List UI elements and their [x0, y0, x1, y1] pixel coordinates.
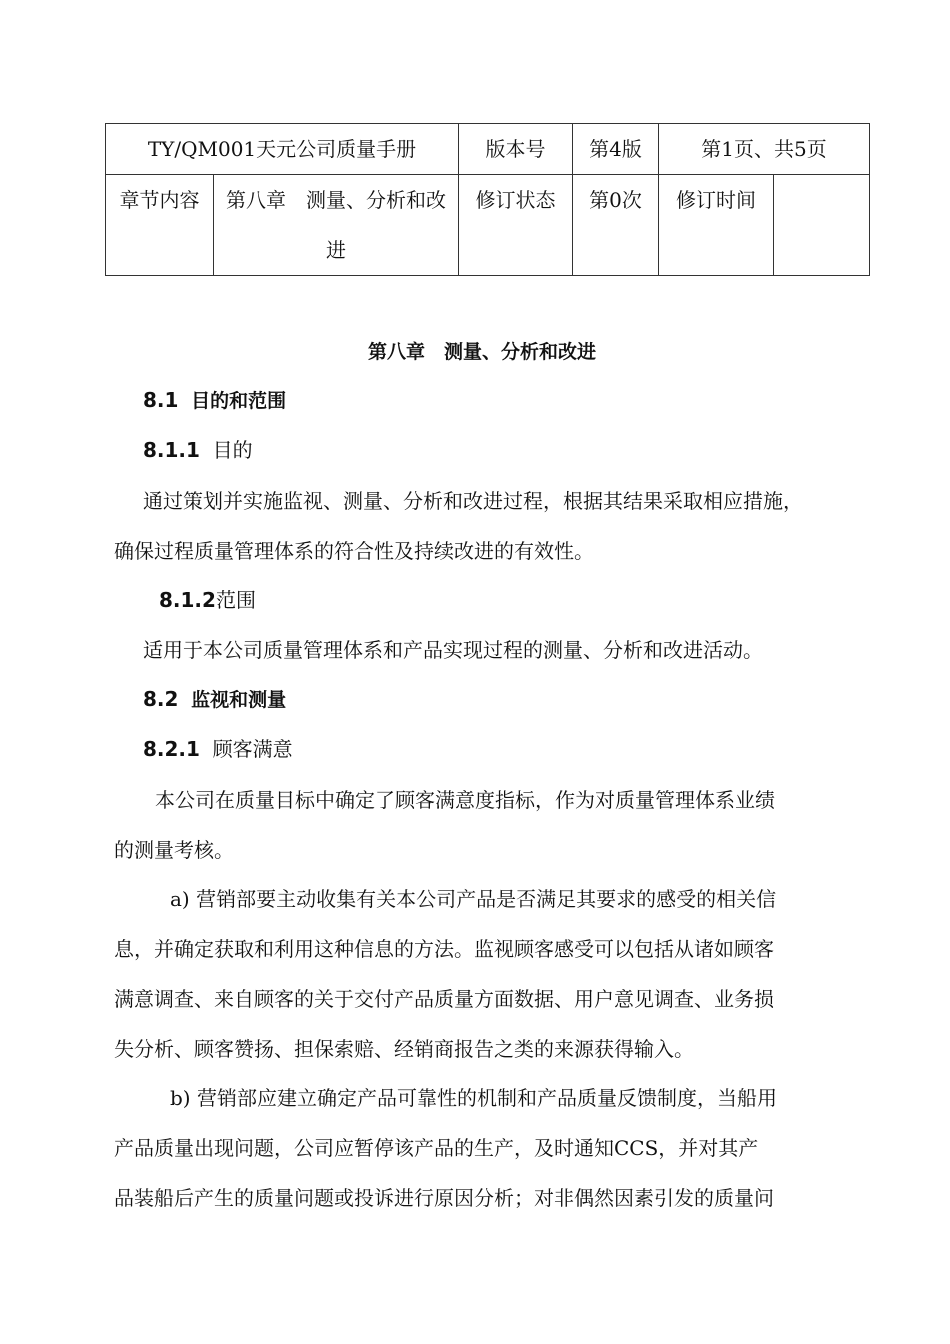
heading-8-1 — [143, 386, 286, 415]
heading-number: 8.2.1 — [143, 737, 200, 761]
list-item-a-line: 息，并确定获取和利用这种信息的方法。监视顾客感受可以包括从诸如顾客 — [114, 937, 774, 961]
revision-time-value-cell — [774, 175, 870, 276]
list-item-b-line: b) 营销部应建立确定产品可靠性的机制和产品质量反馈制度，当船用 — [170, 1086, 777, 1110]
paragraph-line: 的测量考核。 — [114, 838, 234, 862]
list-item-b-line: 品装船后产生的质量问题或投诉进行原因分析；对非偶然因素引发的质量问 — [114, 1186, 774, 1210]
heading-8-2 — [143, 685, 286, 714]
paragraph-line: 通过策划并实施监视、测量、分析和改进过程，根据其结果采取相应措施， — [143, 489, 803, 513]
heading-title: 目的和范围 — [191, 390, 287, 412]
paragraph-line: 本公司在质量目标中确定了顾客满意度指标，作为对质量管理体系业绩 — [155, 788, 775, 812]
heading-number: 8.1 — [143, 388, 179, 412]
chapter-title: 第八章 测量、分析和改进 — [367, 341, 596, 363]
version-value-cell: 第4版 — [573, 124, 659, 175]
heading-8-2-1 — [143, 735, 293, 763]
heading-title: 监视和测量 — [191, 689, 287, 711]
paragraph-line: 确保过程质量管理体系的符合性及持续改进的有效性。 — [114, 539, 594, 563]
heading-number: 8.2 — [143, 687, 179, 711]
section-value-line-2: 进 — [326, 238, 346, 262]
header-row-2 — [106, 175, 870, 276]
document-header-table — [105, 123, 870, 276]
heading-number: 8.1.1 — [143, 438, 200, 462]
paragraph-line: 适用于本公司质量管理体系和产品实现过程的测量、分析和改进活动。 — [143, 638, 763, 662]
list-item-a-line: a) 营销部要主动收集有关本公司产品是否满足其要求的感受的相关信 — [170, 887, 777, 911]
section-label-cell: 章节内容 — [106, 175, 214, 276]
revision-time-label-cell: 修订时间 — [659, 175, 774, 276]
section-value-line-1: 第八章 测量、分析和改 — [226, 188, 446, 212]
page-info-cell: 第1页、共5页 — [659, 124, 870, 175]
heading-8-1-2 — [159, 586, 256, 614]
heading-8-1-1 — [143, 436, 253, 464]
section-value-cell — [214, 175, 459, 276]
header-row-1 — [106, 124, 870, 175]
doc-title-cell: TY/QM001天元公司质量手册 — [106, 124, 459, 175]
version-label-cell: 版本号 — [459, 124, 573, 175]
heading-number: 8.1.2 — [159, 588, 216, 612]
list-item-b-line: 产品质量出现问题，公司应暂停该产品的生产，及时通知CCS，并对其产 — [114, 1136, 759, 1160]
revision-label-cell: 修订状态 — [459, 175, 573, 276]
list-item-a-line: 满意调查、来自顾客的关于交付产品质量方面数据、用户意见调查、业务损 — [114, 987, 774, 1011]
heading-title: 目的 — [212, 438, 253, 462]
heading-title: 范围 — [215, 588, 256, 612]
list-item-a-line: 失分析、顾客赞扬、担保索赔、经销商报告之类的来源获得输入。 — [114, 1037, 694, 1061]
revision-value-cell: 第0次 — [573, 175, 659, 276]
heading-title: 顾客满意 — [212, 737, 293, 761]
